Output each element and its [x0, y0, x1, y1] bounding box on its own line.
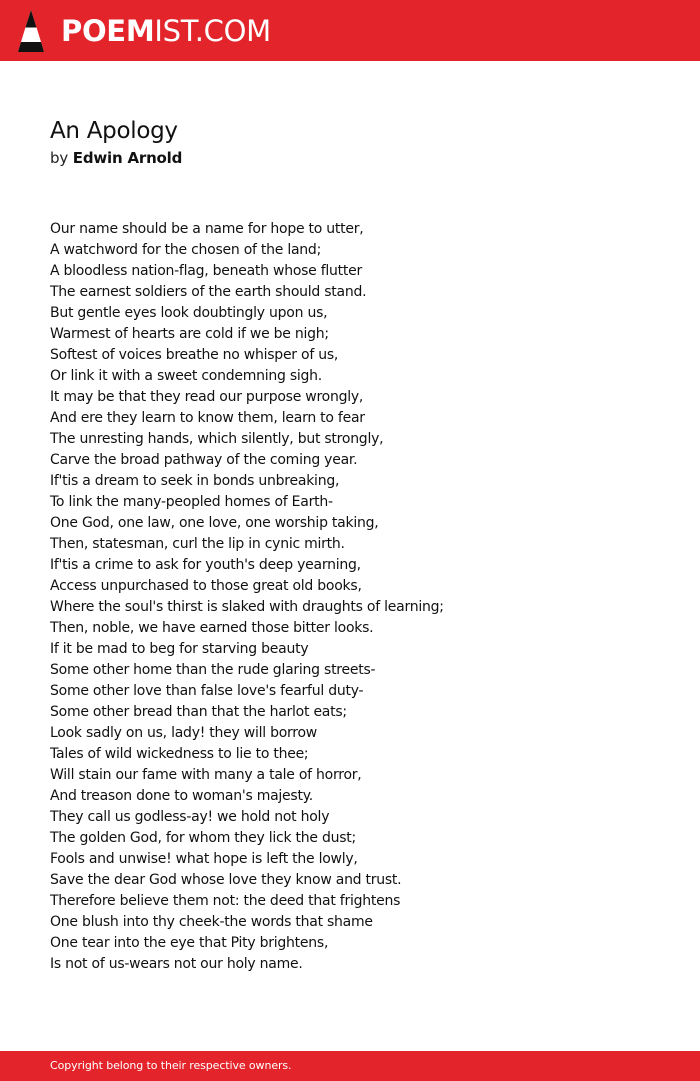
poem-line: It may be that they read our purpose wrongly, — [50, 389, 364, 405]
poem-line: Save the dear God whose love they know and trust. — [50, 872, 402, 888]
poem-line: Our name should be a name for hope to utter, — [50, 221, 364, 237]
poem-author: Edwin Arnold — [72, 149, 183, 167]
poem-line: And treason done to woman's majesty. — [50, 788, 313, 804]
poem-line: Some other bread than that the harlot eats; — [50, 704, 347, 720]
poem-body — [50, 219, 670, 975]
poem-line: Carve the broad pathway of the coming year. — [50, 452, 358, 468]
pencil-tip-icon — [18, 10, 44, 52]
poem-heading — [50, 116, 670, 170]
poem-line: And ere they learn to know them, learn to fear — [50, 410, 365, 426]
poem-line: The golden God, for whom they lick the dust; — [50, 830, 356, 846]
poem-title: An Apology — [50, 118, 178, 144]
poem-line: Is not of us-wears not our holy name. — [50, 956, 303, 972]
by-label: by — [50, 149, 68, 167]
site-header — [0, 0, 700, 61]
poem-line: One blush into thy cheek-the words that shame — [50, 914, 373, 930]
site-logo-text — [61, 13, 271, 48]
copyright-text: Copyright belong to their respective owners. — [50, 1059, 292, 1072]
poem-line: Warmest of hearts are cold if we be nigh; — [50, 326, 329, 342]
poem-line: To link the many-peopled homes of Earth- — [50, 494, 333, 510]
poem-line: Or link it with a sweet condemning sigh. — [50, 368, 322, 384]
site-logo-link[interactable] — [18, 9, 271, 53]
poem-line: Then, statesman, curl the lip in cynic mirth. — [50, 536, 345, 552]
poem-line: Then, noble, we have earned those bitter looks. — [50, 620, 374, 636]
poem-line: Softest of voices breathe no whisper of us, — [50, 347, 339, 363]
poem-line: If'tis a crime to ask for youth's deep yearning, — [50, 557, 361, 573]
poem-line: A bloodless nation-flag, beneath whose flutter — [50, 263, 363, 279]
site-footer — [0, 1051, 700, 1081]
poem-line: The unresting hands, which silently, but strongly, — [50, 431, 384, 447]
poem-line: The earnest soldiers of the earth should stand. — [50, 284, 367, 300]
poem-line: Look sadly on us, lady! they will borrow — [50, 725, 317, 741]
logo-light-text: IST.COM — [154, 13, 271, 48]
poem-line: Some other love than false love's fearful duty- — [50, 683, 364, 699]
poem-line: But gentle eyes look doubtingly upon us, — [50, 305, 328, 321]
poem-byline — [50, 146, 670, 170]
poem-line: Some other home than the rude glaring streets- — [50, 662, 376, 678]
poem-line: If'tis a dream to seek in bonds unbreaking, — [50, 473, 340, 489]
poem-line: One God, one law, one love, one worship taking, — [50, 515, 379, 531]
poem-line: One tear into the eye that Pity brightens, — [50, 935, 329, 951]
poem-line: Tales of wild wickedness to lie to thee; — [50, 746, 309, 762]
poem-line: Fools and unwise! what hope is left the lowly, — [50, 851, 358, 867]
poem-line: Will stain our fame with many a tale of horror, — [50, 767, 362, 783]
poem-line: They call us godless-ay! we hold not holy — [50, 809, 330, 825]
poem-line: If it be mad to beg for starving beauty — [50, 641, 309, 657]
poem-line: Where the soul's thirst is slaked with draughts of learning; — [50, 599, 444, 615]
logo-bold-text: POEM — [61, 13, 155, 48]
poem-line: Therefore believe them not: the deed that frightens — [50, 893, 401, 909]
poem-line: Access unpurchased to those great old books, — [50, 578, 362, 594]
poem-line: A watchword for the chosen of the land; — [50, 242, 322, 258]
